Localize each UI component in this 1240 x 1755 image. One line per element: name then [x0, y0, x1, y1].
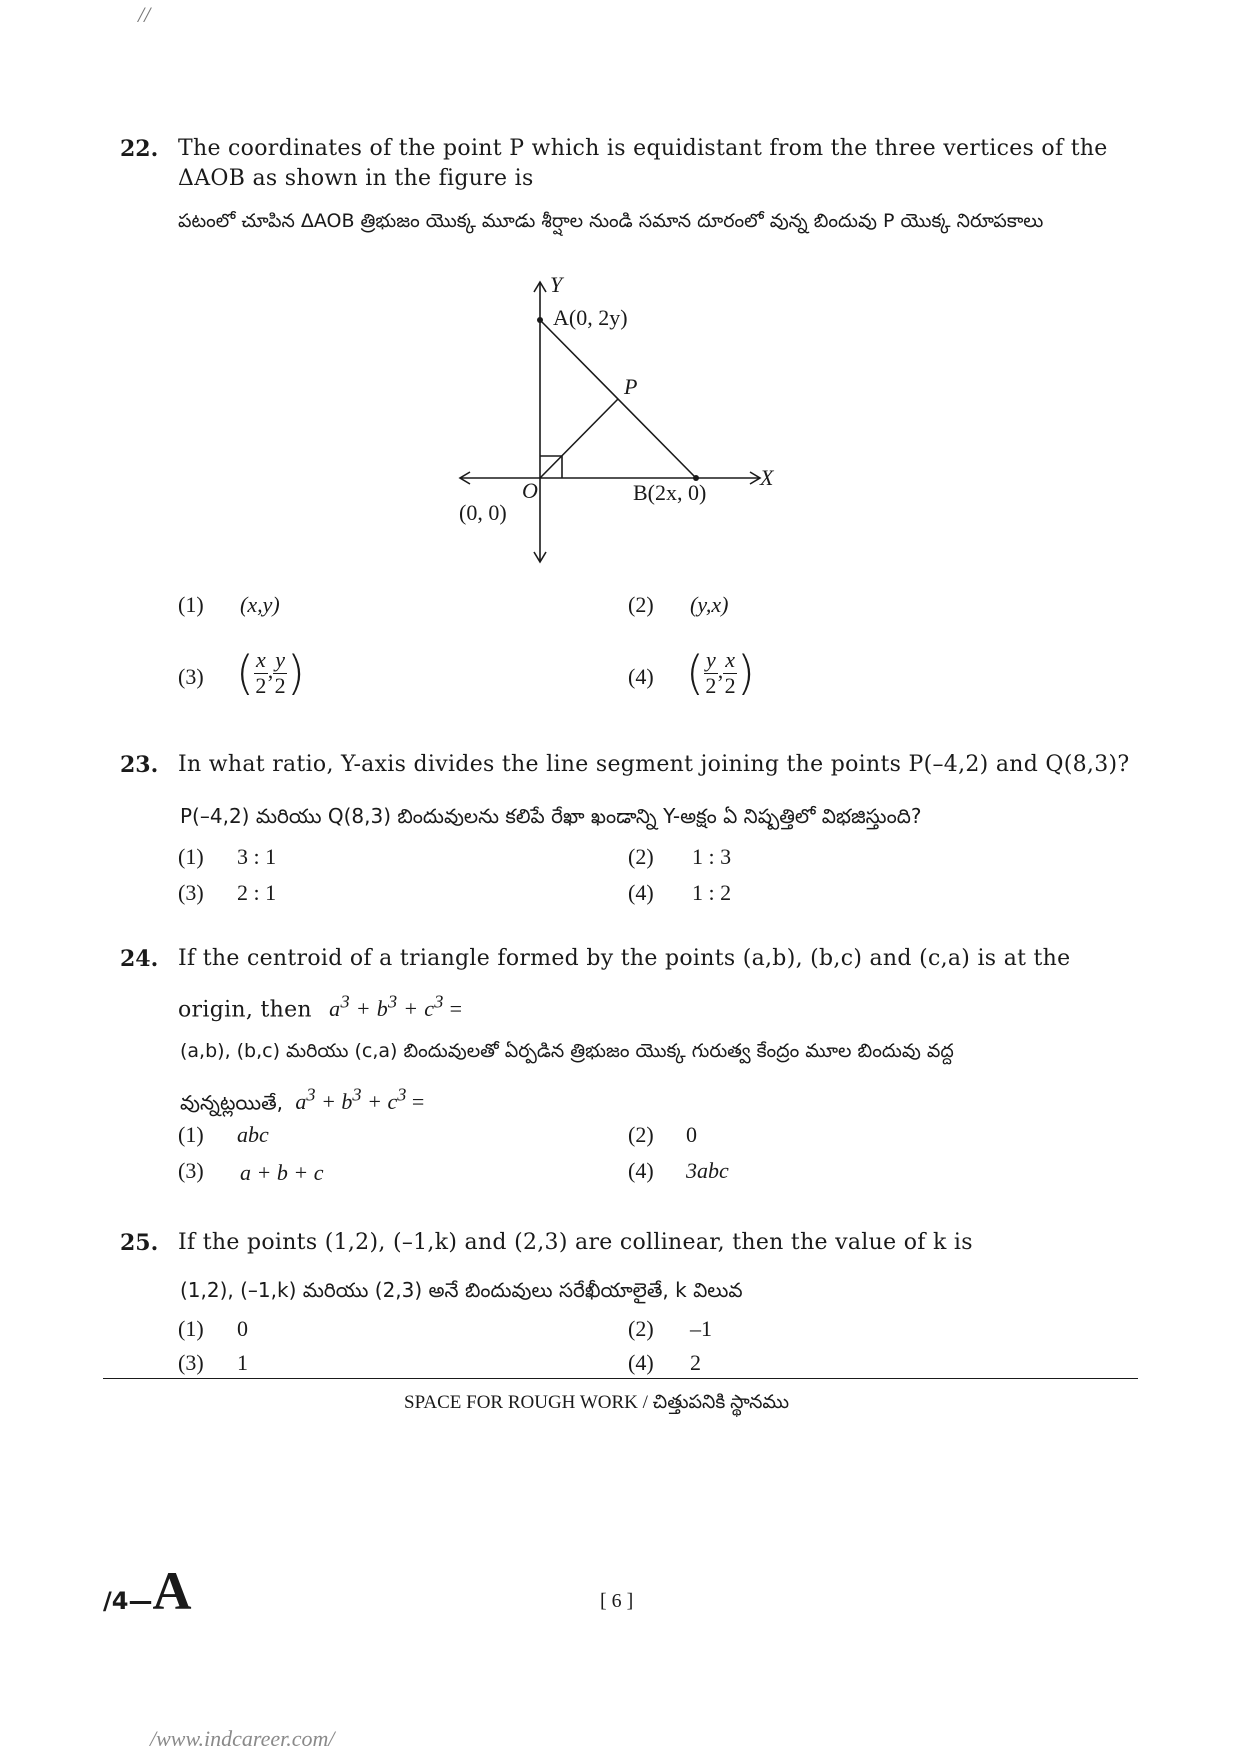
q23-option-1-number: (1)	[178, 844, 204, 869]
question-23-telugu: P(–4,2) మరియు Q(8,3) బిందువులను కలిపే రేఖా ఖండాన్ని Y-అక్షం ఏ నిష్పత్తిలో విభజిస్తుంది?	[180, 804, 922, 828]
figure-label-origin: (0, 0)	[459, 500, 507, 525]
q22-option-2-text: (y,x)	[690, 592, 729, 617]
question-23-number: 23.	[120, 752, 159, 778]
q24-option-4-number: (4)	[628, 1158, 654, 1183]
q24-option-3-text: a + b + c	[240, 1160, 324, 1185]
q25-option-3-text: 1	[237, 1350, 248, 1375]
question-25-number: 25.	[120, 1230, 159, 1256]
q23-option-1-text: 3 : 1	[237, 844, 277, 869]
question-25-text: If the points (1,2), (–1,k) and (2,3) are collinear, then the value of k is	[178, 1230, 973, 1255]
q22-option-4-number: (4)	[628, 664, 654, 689]
q24-option-3-number: (3)	[178, 1158, 204, 1183]
question-24-text-line1: If the centroid of a triangle formed by the points (a,b), (b,c) and (c,a) is at the	[178, 946, 1071, 971]
figure-label-p: P	[624, 374, 638, 399]
q22-option-1-number: (1)	[178, 592, 204, 617]
q24-option-2-number: (2)	[628, 1122, 654, 1147]
question-24-telugu-line2: వున్నట్లయితే, $a^3 + b^3 + c^3$ =	[180, 1085, 425, 1115]
q23-option-3-number: (3)	[178, 880, 204, 905]
header-mark: //	[138, 2, 151, 27]
q23-option-4-text: 1 : 2	[692, 880, 732, 905]
q24-option-1-number: (1)	[178, 1122, 204, 1147]
question-24-number: 24.	[120, 946, 159, 972]
q23-option-2-text: 1 : 3	[692, 844, 732, 869]
question-25-telugu: (1,2), (–1,k) మరియు (2,3) అనే బిందువులు సరేఖీయాలైతే, k విలువ	[180, 1278, 743, 1302]
question-22-text-line1: The coordinates of the point P which is equidistant from the three vertices of the	[178, 136, 1108, 161]
question-23-text: In what ratio, Y-axis divides the line segment joining the points P(–4,2) and Q(8,3)?	[178, 752, 1130, 777]
booklet-code	[103, 1560, 191, 1622]
figure-label-a: A(0, 2y)	[553, 305, 628, 330]
q25-option-4-number: (4)	[628, 1350, 654, 1375]
q22-option-1-text: (x,y)	[240, 592, 280, 617]
rough-work-label: SPACE FOR ROUGH WORK / చిత్తుపనికి స్థానము	[404, 1392, 790, 1413]
q24-option-1-text: abc	[237, 1122, 269, 1147]
q25-option-1-number: (1)	[178, 1316, 204, 1341]
question-24-text-line2: origin, then $a^3 + b^3 + c^3$ =	[178, 992, 463, 1023]
booklet-code-letter: A	[152, 1561, 192, 1621]
watermark-url: /www.indcareer.com/	[150, 1726, 335, 1751]
q25-option-4-text: 2	[690, 1350, 701, 1375]
figure-label-y: Y	[550, 272, 563, 297]
q22-option-3-number: (3)	[178, 664, 204, 689]
question-22-text-line2: ΔAOB as shown in the figure is	[178, 166, 534, 191]
q23-option-3-text: 2 : 1	[237, 880, 277, 905]
figure-label-o: O	[522, 478, 538, 503]
line-op	[540, 399, 618, 478]
page-number: [ 6 ]	[600, 1590, 634, 1612]
q22-option-2-number: (2)	[628, 592, 654, 617]
q24-option-2-text: 0	[686, 1122, 697, 1147]
question-24-telugu-line1: (a,b), (b,c) మరియు (c,a) బిందువులతో ఏర్పడిన త్రిభుజం యొక్క గురుత్వ కేంద్రం మూల బిందువు వద్ద	[180, 1040, 954, 1062]
figure-label-x: X	[760, 465, 774, 490]
q25-option-2-number: (2)	[628, 1316, 654, 1341]
q25-option-3-number: (3)	[178, 1350, 204, 1375]
question-22-number: 22.	[120, 136, 159, 162]
question-22-telugu: పటంలో చూపిన ΔAOB త్రిభుజం యొక్క మూడు శీర్షాల నుండి సమాన దూరంలో వున్న బిందువు P యొక్క నిరూపకాలు	[178, 210, 1044, 232]
figure-label-b: B(2x, 0)	[633, 480, 707, 505]
q23-option-2-number: (2)	[628, 844, 654, 869]
q25-option-2-text: –1	[690, 1316, 712, 1341]
rough-work-divider	[103, 1378, 1138, 1379]
point-a	[537, 317, 543, 323]
q22-option-4-fraction: ( $\frac{y}{2}$ , $\frac{x}{2}$ )	[686, 646, 755, 700]
q24-option-4-text: 3abc	[686, 1158, 729, 1183]
booklet-code-prefix: /4—	[103, 1587, 153, 1615]
q25-option-1-text: 0	[237, 1316, 248, 1341]
q23-option-4-number: (4)	[628, 880, 654, 905]
q22-option-3-fraction: ( $\frac{x}{2}$ , $\frac{y}{2}$ )	[236, 646, 305, 700]
